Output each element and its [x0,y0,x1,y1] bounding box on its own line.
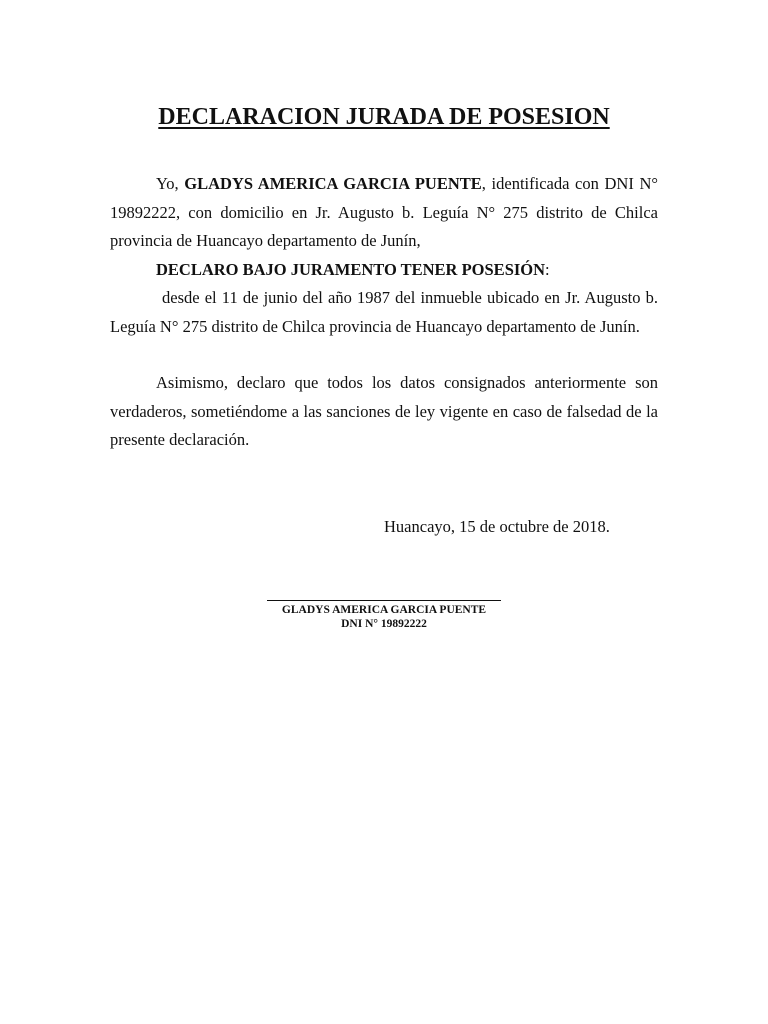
declarant-name: GLADYS AMERICA GARCIA PUENTE [184,174,482,193]
declaration-heading [110,256,658,285]
document-title: DECLARACION JURADA DE POSESION [158,104,610,130]
truthfulness-paragraph: Asimismo, declaro que todos los datos consignados anteriormente son verdaderos, sometiéndome a las sanciones de ley vigente en caso de falsedad de la presente declaración. [110,373,658,449]
paragraph-spacer [110,341,658,369]
place-and-date: Huancayo, 15 de octubre de 2018. [384,517,610,536]
signatory-dni: DNI N° 19892222 [341,618,427,630]
signatory-name: GLADYS AMERICA GARCIA PUENTE [281,604,487,616]
identity-prefix: Yo, [156,174,185,193]
declaration-colon: : [545,259,550,279]
signature-block [254,600,514,631]
signature-line [267,600,501,601]
document-body [110,170,658,455]
identity-details: , identificada con DNI N° 19892222, con domicilio en Jr. Augusto b. Leguía N° 275 distrito de Chilca provincia de Huancayo departamento de Junín, [110,174,659,250]
declaration-statement: DECLARO BAJO JURAMENTO TENER POSESIÓN [156,259,546,279]
identity-paragraph [110,170,658,256]
possession-paragraph: desde el 11 de junio del año 1987 del inmueble ubicado en Jr. Augusto b. Leguía N° 275 distrito de Chilca provincia de Huancayo departamento de Junín. [110,288,658,336]
